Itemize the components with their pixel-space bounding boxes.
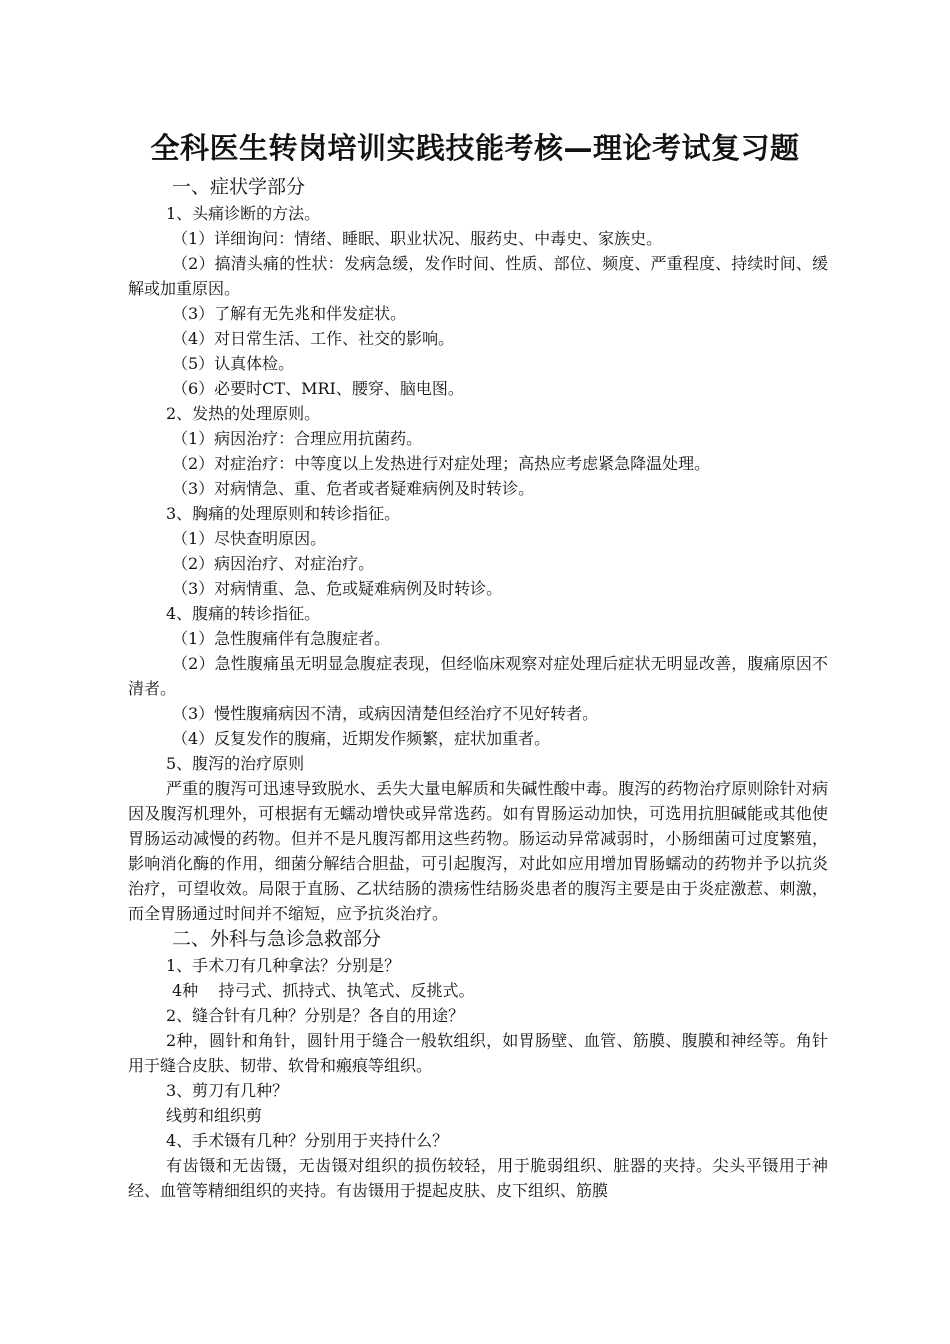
question-scissors: 3、剪刀有几种？ — [166, 1081, 289, 1100]
document-body — [128, 174, 828, 1203]
answer-item: （2）急性腹痛虽无明显急腹症表现，但经临床观察对症处理后症状无明显改善，腹痛原因不清者。 — [128, 654, 828, 698]
answer-item: （3）慢性腹痛病因不清，或病因清楚但经治疗不见好转者。 — [172, 704, 599, 723]
answer-item: （1）尽快查明原因。 — [172, 529, 327, 548]
answer-item: （5）认真体检。 — [172, 354, 295, 373]
answer-item: （2）对症治疗：中等度以上发热进行对症处理；高热应考虑紧急降温处理。 — [172, 454, 711, 473]
question-abdominal-pain: 4、腹痛的转诊指征。 — [166, 604, 321, 623]
answer-paragraph: 严重的腹泻可迅速导致脱水、丢失大量电解质和失碱性酸中毒。腹泻的药物治疗原则除针对病因及腹泻机理外，可根据有无蠕动增快或异常选药。如有胃肠运动加快，可选用抗胆碱能或其他使胃肠运动减慢的药物。但并不是凡腹泻都用这些药物。肠运动异常减弱时，小肠细菌可过度繁殖，影响消化酶的作用，细菌分解结合胆盐，可引起腹泻，对此如应用增加胃肠蠕动的药物并予以抗炎治疗，可望收效。局限于直肠、乙状结肠的溃疡性结肠炎患者的腹泻主要是由于炎症激惹、刺激，而全胃肠通过时间并不缩短，应予抗炎治疗。 — [128, 779, 828, 923]
question-scalpel: 1、手术刀有几种拿法？分别是？ — [166, 956, 401, 975]
page-title: 全科医生转岗培训实践技能考核—理论考试复习题 — [150, 131, 800, 165]
answer-item: （3）了解有无先兆和伴发症状。 — [172, 304, 407, 323]
question-forceps: 4、手术镊有几种？分别用于夹持什么？ — [166, 1131, 449, 1150]
answer-item: （3）对病情重、急、危或疑难病例及时转诊。 — [172, 579, 503, 598]
answer-item: （1）详细询问：情绪、睡眠、职业状况、服药史、中毒史、家族史。 — [172, 229, 663, 248]
answer-item: （2）搞清头痛的性状：发病急缓，发作时间、性质、部位、频度、严重程度、持续时间、缓解或加重原因。 — [128, 254, 828, 298]
answer-item: （2）病因治疗、对症治疗。 — [172, 554, 375, 573]
question-diarrhea: 5、腹泻的治疗原则 — [166, 754, 305, 773]
answer-item: （6）必要时CT、MRI、腰穿、脑电图。 — [172, 379, 464, 398]
answer-paragraph: 2种，圆针和角针，圆针用于缝合一般软组织，如胃肠壁、血管、筋膜、腹膜和神经等。角针用于缝合皮肤、韧带、软骨和瘢痕等组织。 — [128, 1031, 828, 1075]
section-heading-surgery: 二、外科与急诊急救部分 — [172, 928, 382, 950]
answer-paragraph: 有齿镊和无齿镊，无齿镊对组织的损伤较轻，用于脆弱组织、脏器的夹持。尖头平镊用于神经、血管等精细组织的夹持。有齿镊用于提起皮肤、皮下组织、筋膜 — [128, 1156, 828, 1200]
answer-item: （1）急性腹痛伴有急腹症者。 — [172, 629, 391, 648]
answer-item: （3）对病情急、重、危者或者疑难病例及时转诊。 — [172, 479, 535, 498]
answer-item: （4）反复发作的腹痛，近期发作频繁，症状加重者。 — [172, 729, 551, 748]
question-headache: 1、头痛诊断的方法。 — [166, 204, 321, 223]
section-heading-symptoms: 一、症状学部分 — [172, 176, 306, 198]
answer-item: 线剪和组织剪 — [166, 1106, 263, 1125]
answer-item: 4种 持弓式、抓持式、执笔式、反挑式。 — [172, 981, 475, 1000]
answer-item: （4）对日常生活、工作、社交的影响。 — [172, 329, 455, 348]
answer-item: （1）病因治疗：合理应用抗菌药。 — [172, 429, 423, 448]
question-chest-pain: 3、胸痛的处理原则和转诊指征。 — [166, 504, 401, 523]
question-fever: 2、发热的处理原则。 — [166, 404, 321, 423]
question-suture-needle: 2、缝合针有几种？分别是？各自的用途？ — [166, 1006, 465, 1025]
